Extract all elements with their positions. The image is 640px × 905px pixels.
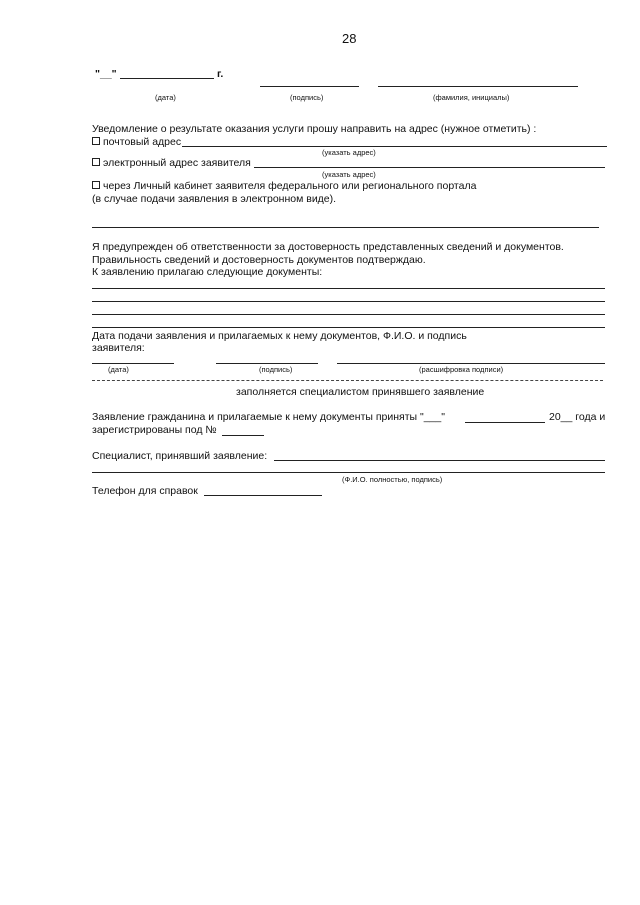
date-label: (дата) bbox=[155, 93, 176, 102]
accepted-line-2: зарегистрированы под № bbox=[92, 424, 217, 436]
phone-label: Телефон для справок bbox=[92, 485, 198, 497]
submission-date-label: (дата) bbox=[108, 365, 129, 374]
post-address-hint: (указать адрес) bbox=[322, 148, 376, 157]
email-address-hint: (указать адрес) bbox=[322, 170, 376, 179]
submission-line-2: заявителя: bbox=[92, 342, 145, 354]
checkbox-icon[interactable] bbox=[92, 181, 100, 189]
documents-line bbox=[92, 301, 605, 302]
blank-line bbox=[92, 227, 599, 228]
checkbox-icon[interactable] bbox=[92, 137, 100, 145]
option-post-label: почтовый адрес bbox=[103, 136, 182, 148]
warning-line-1: Я предупрежден об ответственности за достоверность представленных сведений и документов. bbox=[92, 241, 564, 253]
registration-number-line bbox=[222, 435, 264, 436]
accepted-line-1-b: 20__ года и bbox=[549, 411, 606, 423]
submission-date-line bbox=[92, 363, 174, 364]
submission-signature-label: (подпись) bbox=[259, 365, 293, 374]
post-address-line bbox=[182, 146, 607, 147]
option-email-label: электронный адрес заявителя bbox=[103, 157, 251, 169]
warning-line-3: К заявлению прилагаю следующие документы: bbox=[92, 266, 323, 278]
fio-hint: (Ф.И.О. полностью, подпись) bbox=[342, 475, 443, 484]
submission-line-1: Дата подачи заявления и прилагаемых к нему документов, Ф.И.О. и подпись bbox=[92, 330, 467, 342]
warning-line-2: Правильность сведений и достоверность документов подтверждаю. bbox=[92, 254, 426, 266]
option-cabinet-label: через Личный кабинет заявителя федерального или регионального портала bbox=[103, 180, 477, 192]
submission-decode-line bbox=[337, 363, 605, 364]
documents-line bbox=[92, 288, 605, 289]
accepted-line-1-a: Заявление гражданина и прилагаемые к нему документы приняты "___" bbox=[92, 411, 445, 423]
submission-decode-label: (расшифровка подписи) bbox=[419, 365, 504, 374]
phone-line bbox=[204, 495, 322, 496]
option-cabinet bbox=[92, 180, 476, 193]
submission-signature-line bbox=[216, 363, 318, 364]
signature-label: (подпись) bbox=[290, 93, 324, 102]
email-address-line bbox=[254, 167, 605, 168]
accepted-by: Специалист, принявший заявление: bbox=[92, 450, 268, 462]
documents-line bbox=[92, 327, 605, 328]
checkbox-icon[interactable] bbox=[92, 158, 100, 166]
option-cabinet-note: (в случае подачи заявления в электронном виде). bbox=[92, 193, 337, 205]
name-line bbox=[378, 86, 578, 87]
name-label: (фамилия, инициалы) bbox=[433, 93, 510, 102]
separator-dashed bbox=[92, 380, 603, 381]
accepted-month-line bbox=[465, 422, 545, 423]
specialist-line-2 bbox=[92, 472, 605, 473]
notify-intro: Уведомление о результате оказания услуги прошу направить на адрес (нужное отметить) : bbox=[92, 123, 537, 135]
specialist-heading: заполняется специалистом принявшего заявление bbox=[236, 386, 485, 398]
option-post bbox=[92, 136, 181, 149]
option-email bbox=[92, 157, 251, 170]
specialist-line bbox=[274, 460, 605, 461]
date-line bbox=[120, 78, 214, 79]
year-suffix: г. bbox=[217, 68, 224, 80]
page-number: 28 bbox=[342, 31, 357, 46]
date-quote: "__" bbox=[95, 68, 117, 80]
signature-line bbox=[260, 86, 359, 87]
documents-line bbox=[92, 314, 605, 315]
